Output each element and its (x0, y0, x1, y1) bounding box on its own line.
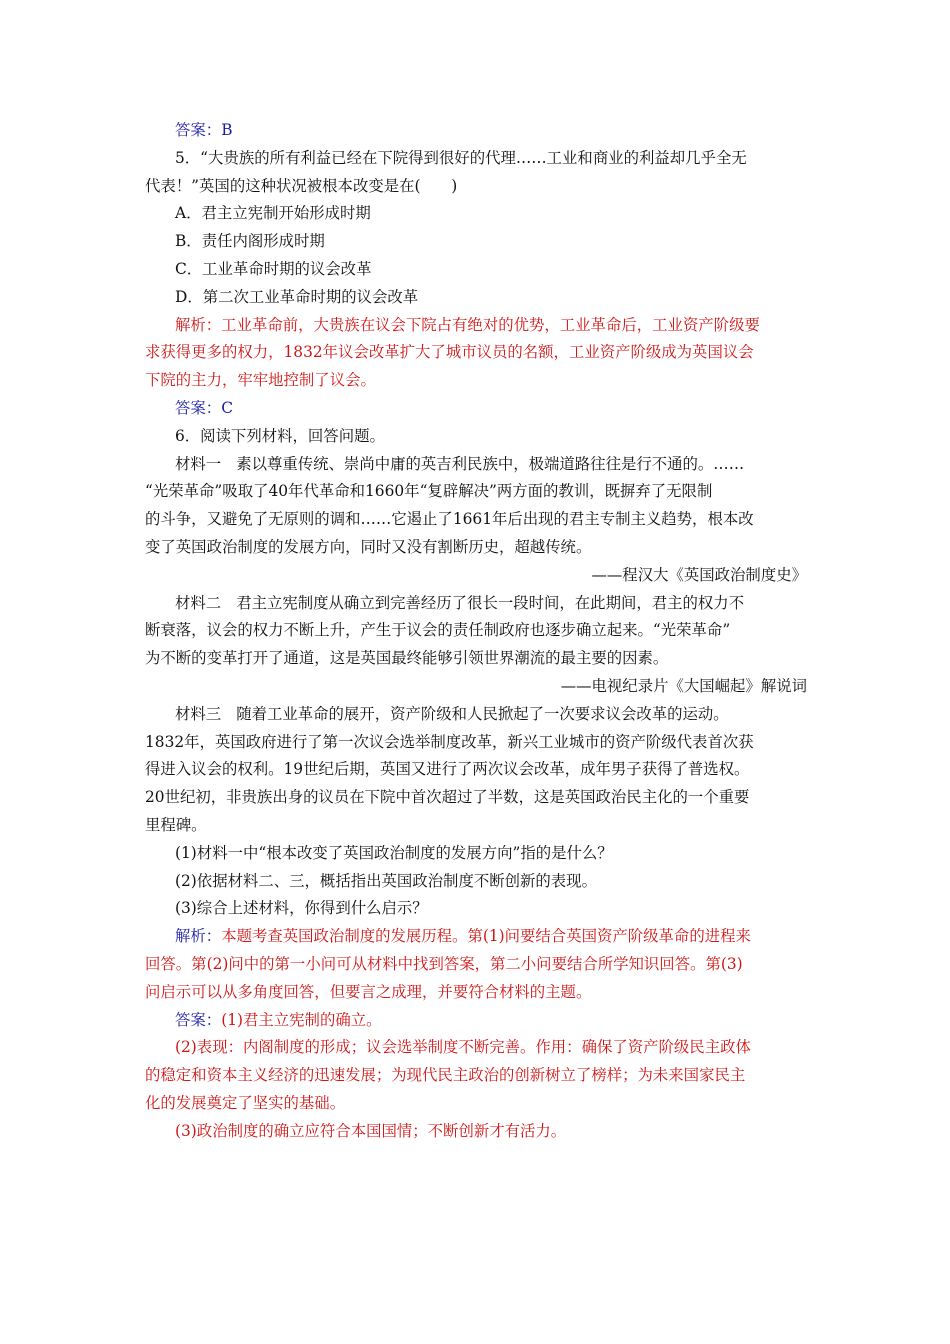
material3-line (145, 701, 813, 729)
material2-text: 君主立宪制度从确立到完善经历了很长一段时间，在此期间，君主的权力不 (236, 593, 745, 612)
material1-text: 素以尊重传统、崇尚中庸的英吉利民族中，极端道路往往是行不通的。…… (236, 454, 745, 473)
q6-question-2: (2)依据材料二、三，概括指出英国政治制度不断创新的表现。 (175, 871, 597, 890)
q6-question-3: (3)综合上述材料，你得到什么启示？ (175, 899, 428, 918)
q5-option-b: B．责任内阁形成时期 (175, 232, 325, 251)
material2-line (145, 590, 813, 618)
material3-text: 随着工业革命的展开，资产阶级和人民掀起了一次要求议会改革的运动。 (236, 704, 729, 723)
q6-answer-2-line: 的稳定和资本主义经济的迅速发展；为现代民主政治的创新树立了榜样；为未来国家民主 (145, 1066, 746, 1085)
answer-value: B (221, 121, 233, 139)
q5-option-d: D．第二次工业革命时期的议会改革 (175, 287, 419, 306)
material3-line: 20世纪初，非贵族出身的议员在下院中首次超过了半数，这是英国政治民主化的一个重要 (145, 788, 750, 807)
q6-answer-2-line: 化的发展奠定了坚实的基础。 (145, 1093, 346, 1112)
answer-label: 答案： (175, 121, 222, 139)
q6-analysis-line: 回答。第(2)问中的第一小问可从材料中找到答案，第二小问要结合所学知识回答。第(3) (145, 954, 743, 973)
q6-answer-3: (3)政治制度的确立应符合本国国情；不断创新才有活力。 (175, 1121, 567, 1140)
analysis-label: 解析： (175, 927, 222, 946)
q5-stem-line: 代表！”英国的这种状况被根本改变是在( ) (145, 176, 458, 195)
q5-stem-line: 5．“大贵族的所有利益已经在下院得到很好的代理……工业和商业的利益却几乎全无 (175, 148, 747, 167)
material2-line: 为不断的变革打开了通道，这是英国最终能够引领世界潮流的最主要的因素。 (145, 649, 669, 668)
analysis-text: 本题考查英国政治制度的发展历程。第(1)问要结合英国资产阶级革命的进程来 (221, 927, 751, 946)
answer-text: (1)君主立宪制的确立。 (221, 1010, 382, 1029)
material3-line: 1832年，英国政府进行了第一次议会选举制度改革，新兴工业城市的资产阶级代表首次获 (145, 732, 754, 751)
answer-label: 答案： (175, 398, 222, 417)
material1-line: 变了英国政治制度的发展方向，同时又没有割断历史，超越传统。 (145, 537, 592, 556)
q6-answer-2-line: (2)表现：内阁制度的形成；议会选举制度不断完善。作用：确保了资产阶级民主政体 (175, 1038, 751, 1057)
q6-question-1: (1)材料一中“根本改变了英国政治制度的发展方向”指的是什么？ (175, 843, 613, 862)
q5-option-c: C．工业革命时期的议会改革 (175, 259, 372, 278)
q5-analysis-line: 下院的主力，牢牢地控制了议会。 (145, 371, 376, 390)
material1-line: 的斗争，又避免了无原则的调和……它遏止了1661年后出现的君主专制主义趋势，根本改 (145, 510, 754, 529)
material3-label: 材料三 (175, 704, 222, 723)
answer-value: C (221, 398, 233, 417)
material1-label: 材料一 (175, 454, 222, 473)
q5-analysis-line: 解析：工业革命前，大贵族在议会下院占有绝对的优势，工业革命后，工业资产阶级要 (175, 315, 760, 334)
material1-line: “光荣革命”吸取了40年代革命和1660年“复辟解决”两方面的教训，既摒弃了无限制 (145, 482, 713, 501)
answer-label: 答案： (175, 1010, 222, 1029)
q6-analysis-line: 问启示可以从多角度回答，但要言之成理，并要符合材料的主题。 (145, 982, 592, 1001)
material1-line (145, 451, 813, 479)
material2-source: ——电视纪录片《大国崛起》解说词 (560, 676, 807, 695)
material2-label: 材料二 (175, 593, 222, 612)
material2-line: 断衰落，议会的权力不断上升，产生于议会的责任制政府也逐步确立起来。“光荣革命” (145, 621, 731, 640)
q5-answer (145, 395, 813, 423)
q5-analysis-line: 求获得更多的权力，1832年议会改革扩大了城市议员的名额，工业资产阶级成为英国议会 (145, 343, 754, 362)
material1-source: ——程汉大《英国政治制度史》 (591, 565, 807, 584)
q6-answer-1 (145, 1007, 813, 1035)
material3-line: 得进入议会的权利。19世纪后期，英国又进行了两次议会改革，成年男子获得了普选权。 (145, 760, 750, 779)
q5-option-a: A．君主立宪制开始形成时期 (175, 204, 371, 223)
document-body (145, 117, 813, 1145)
q4-answer (145, 117, 813, 145)
q6-analysis-line (145, 923, 813, 951)
material3-line: 里程碑。 (145, 815, 207, 834)
q6-stem: 6．阅读下列材料，回答问题。 (175, 426, 385, 445)
